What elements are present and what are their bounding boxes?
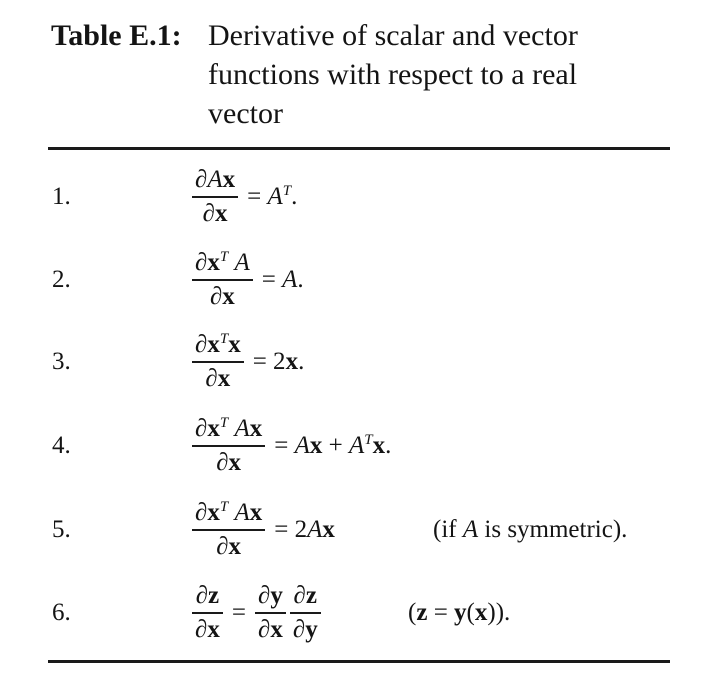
caption-label: Table E.1: <box>51 19 182 52</box>
table-row <box>0 490 720 570</box>
fraction: $\frac{\partial y}{\partial x}$ <box>255 580 286 646</box>
fraction: $\frac{\partial x^T Ax}{\partial x}$ <box>192 413 265 479</box>
row-number: 3. <box>52 348 71 375</box>
top-rule <box>48 147 670 150</box>
equation <box>192 240 304 320</box>
equation-rhs: = $Ax + A^Tx$. <box>274 432 392 459</box>
caption-text <box>208 16 658 133</box>
equation-rhs: = 2Ax <box>274 516 335 543</box>
bottom-rule <box>48 660 670 663</box>
row-number: 5. <box>52 516 71 543</box>
caption-line: Derivative of scalar and vector <box>208 19 578 52</box>
table-row <box>0 322 720 402</box>
row-number: 1. <box>52 183 71 210</box>
caption-line: functions with respect to a real <box>208 58 578 91</box>
caption-line: vector <box>208 97 283 130</box>
equation-rhs: = <box>231 599 246 626</box>
table-row <box>0 573 720 653</box>
row-note: (if A is symmetric). <box>433 516 628 543</box>
table-row <box>0 406 720 486</box>
equation <box>192 573 321 653</box>
fraction: $\frac{\partial x^Tx}{\partial x}$ <box>192 329 244 395</box>
fraction: $\frac{\partial Ax}{\partial x}$ <box>192 164 238 230</box>
equation-rhs: = $A^T$. <box>247 183 298 210</box>
row-note: (z = y(x)). <box>408 599 511 626</box>
row-number: 4. <box>52 432 71 459</box>
equation-rhs: = 2x. <box>252 348 305 375</box>
row-number: 2. <box>52 266 71 293</box>
fraction: $\frac{\partial z}{\partial x}$ <box>192 580 223 646</box>
fraction: $\frac{\partial x^T A}{\partial x}$ <box>192 247 253 313</box>
table-row <box>0 157 720 237</box>
equation <box>192 406 391 486</box>
table-row <box>0 240 720 320</box>
equation <box>192 322 304 402</box>
equation <box>192 490 335 570</box>
fraction: $\frac{\partial x^T Ax}{\partial x}$ <box>192 497 265 563</box>
equation <box>192 157 297 237</box>
equation-rhs: = A. <box>261 266 304 293</box>
row-number: 6. <box>52 599 71 626</box>
fraction: $\frac{\partial z}{\partial y}$ <box>290 580 321 646</box>
